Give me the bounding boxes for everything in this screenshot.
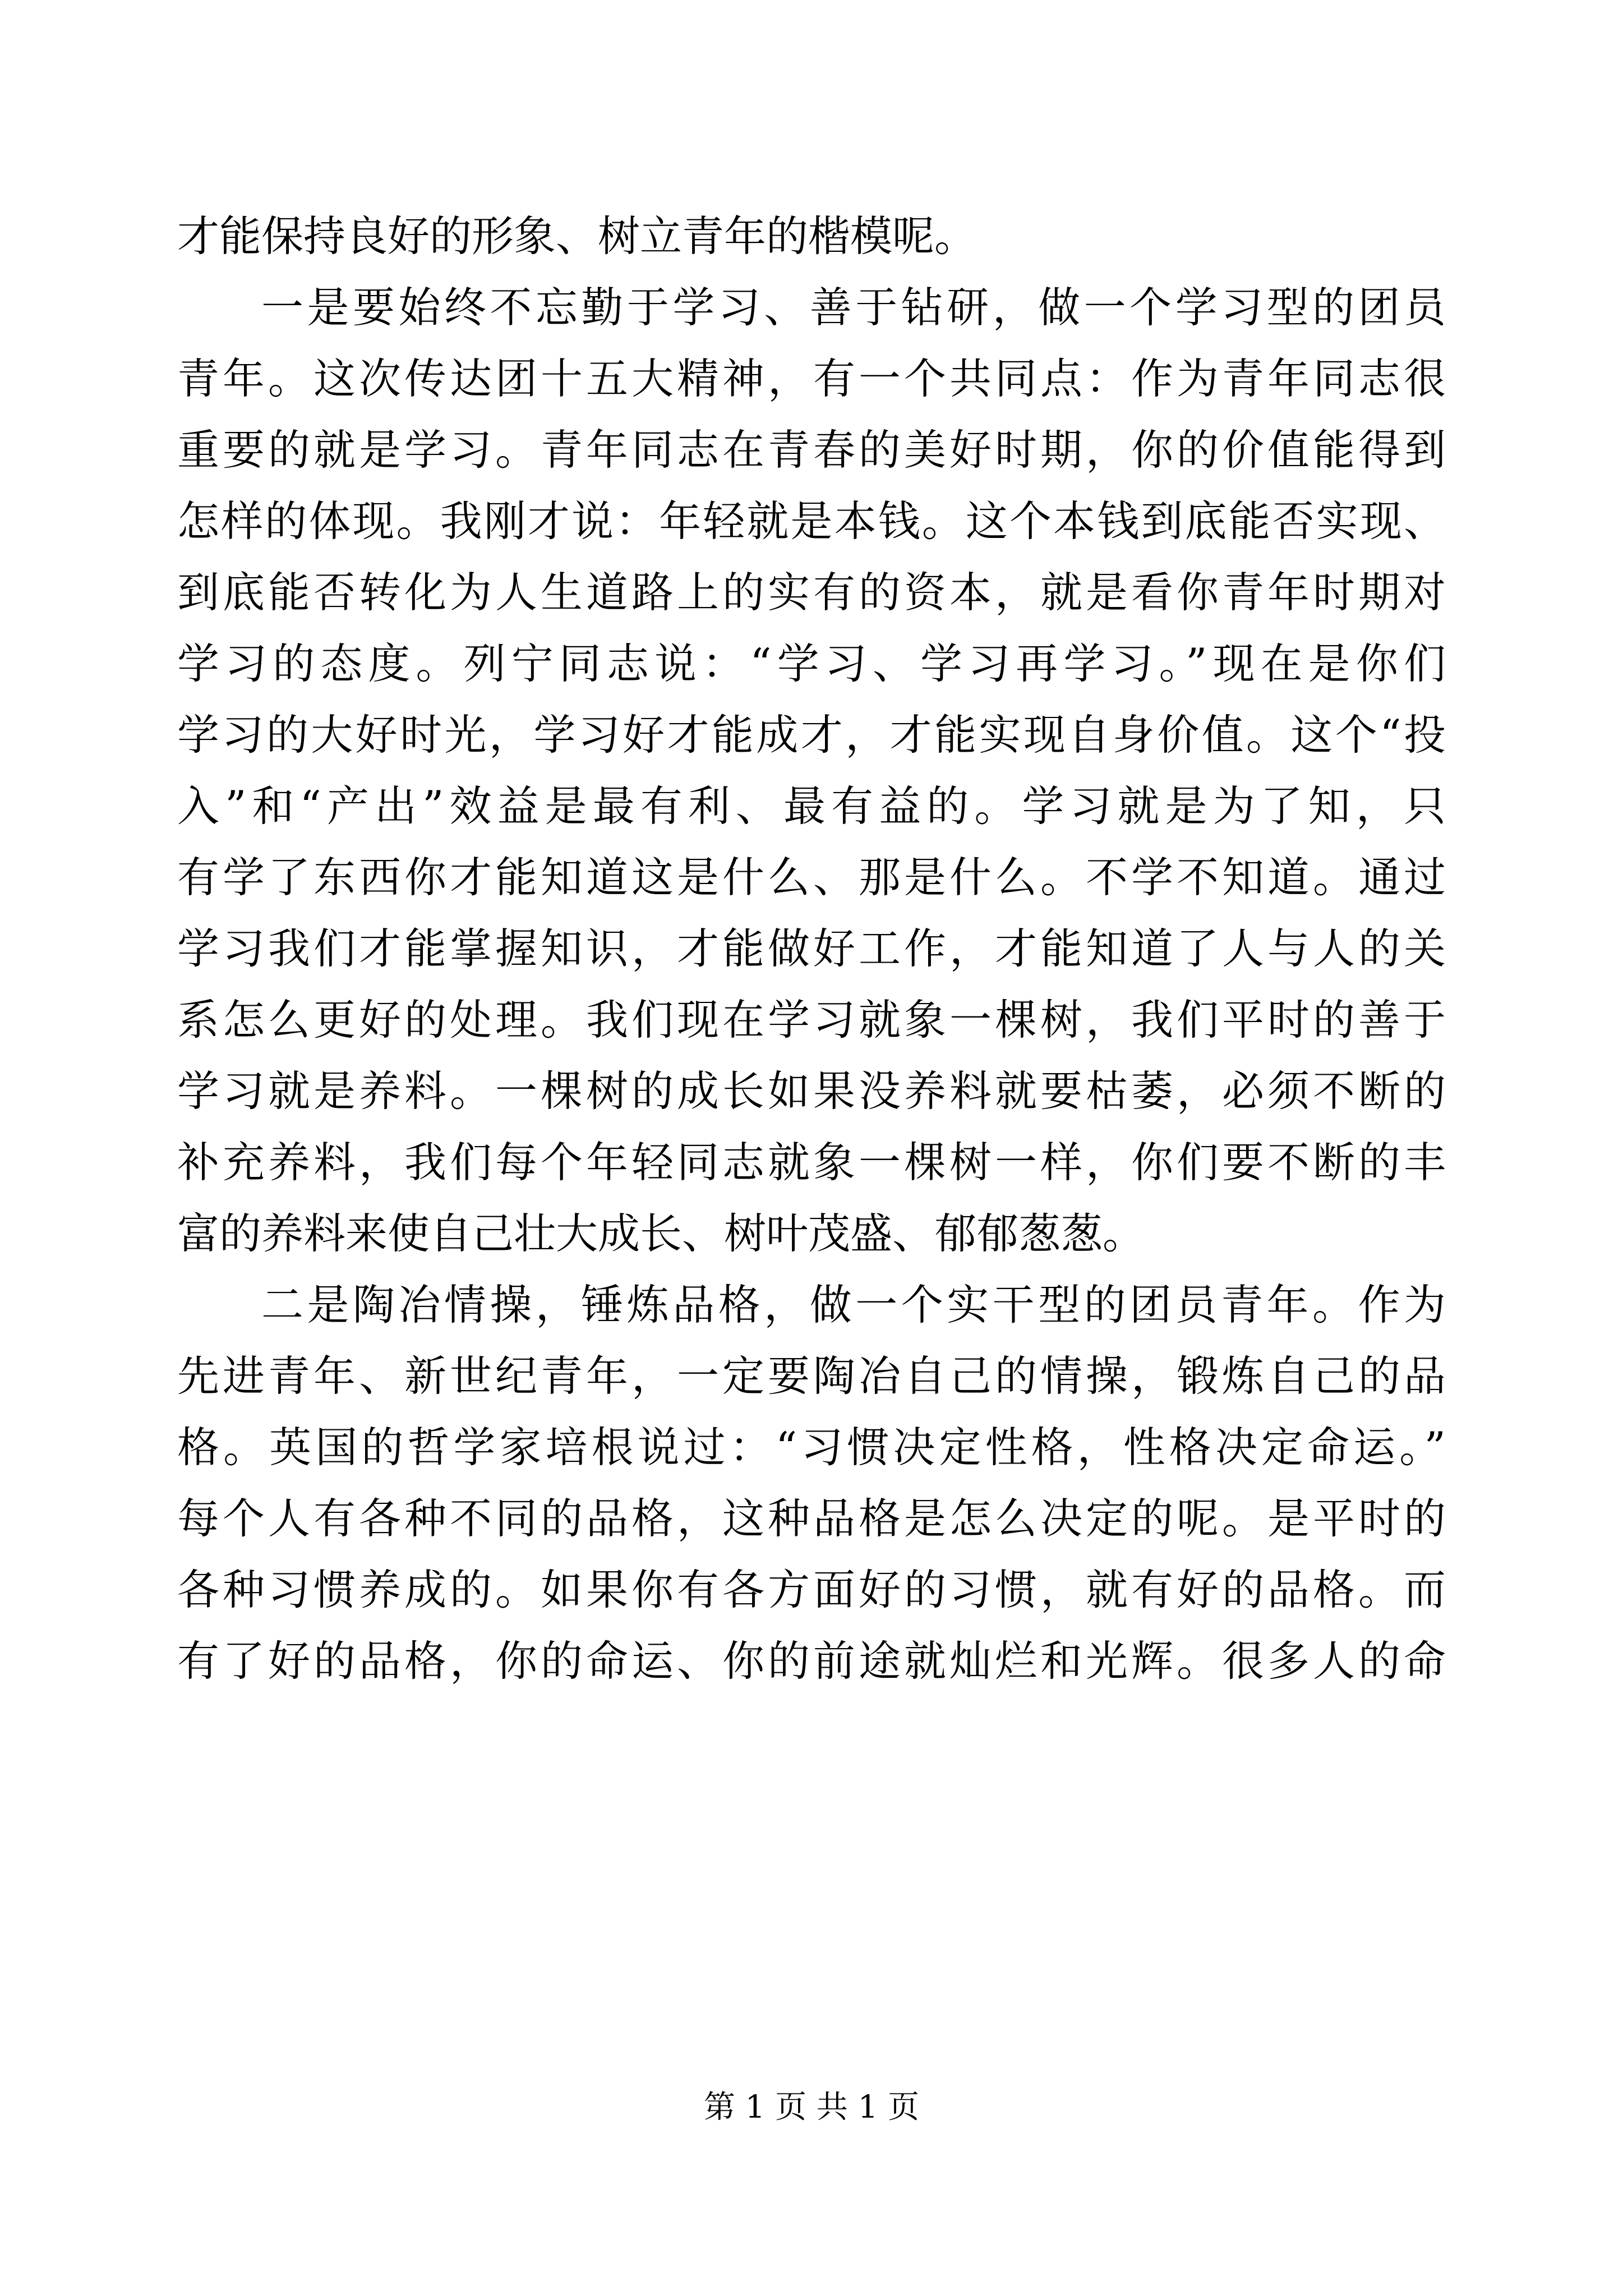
text-line: 富的养料来使自己壮大成长、树叶茂盛、郁郁葱葱。 [177, 1209, 1145, 1258]
text-line: 系怎么更好的处理。我们现在学习就象一棵树，我们平时的善于 [177, 995, 1446, 1045]
text-line: 入”和“产出”效益是最有利、最有益的。学习就是为了知，只 [177, 781, 1446, 831]
document-body [177, 201, 1446, 1697]
text-line: 才能保持良好的形象、树立青年的楷模呢。 [177, 211, 977, 261]
text-line: 补充养料，我们每个年轻同志就象一棵树一样，你们要不断的丰 [177, 1138, 1446, 1187]
text-line: 学习我们才能掌握知识，才能做好工作，才能知道了人与人的关 [177, 924, 1446, 973]
page-footer: 第 1 页 共 1 页 [703, 2089, 920, 2125]
text-line: 学习就是养料。一棵树的成长如果没养料就要枯萎，必须不断的 [177, 1066, 1446, 1116]
text-line: 到底能否转化为人生道路上的实有的资本，就是看你青年时期对 [177, 568, 1446, 617]
text-line: 重要的就是学习。青年同志在青春的美好时期，你的价值能得到 [177, 425, 1446, 475]
text-line: 二是陶冶情操，锤炼品格，做一个实干型的团员青年。作为 [261, 1280, 1446, 1329]
text-line: 学习的态度。列宁同志说：“学习、学习再学习。”现在是你们 [177, 639, 1446, 688]
text-line: 学习的大好时光，学习好才能成才，才能实现自身价值。这个“投 [177, 710, 1446, 760]
text-line: 青年。这次传达团十五大精神，有一个共同点：作为青年同志很 [177, 354, 1446, 403]
text-line: 每个人有各种不同的品格，这种品格是怎么决定的呢。是平时的 [177, 1494, 1446, 1543]
text-line: 有学了东西你才能知道这是什么、那是什么。不学不知道。通过 [177, 853, 1446, 902]
text-line: 有了好的品格，你的命运、你的前途就灿烂和光辉。很多人的命 [177, 1636, 1446, 1686]
text-line: 各种习惯养成的。如果你有各方面好的习惯，就有好的品格。而 [177, 1565, 1446, 1614]
text-line: 一是要始终不忘勤于学习、善于钻研，做一个学习型的团员 [261, 283, 1446, 332]
text-line: 先进青年、新世纪青年，一定要陶冶自己的情操，锻炼自己的品 [177, 1351, 1446, 1401]
text-line: 怎样的体现。我刚才说：年轻就是本钱。这个本钱到底能否实现、 [177, 496, 1446, 546]
text-line: 格。英国的哲学家培根说过：“习惯决定性格，性格决定命运。” [177, 1423, 1446, 1472]
